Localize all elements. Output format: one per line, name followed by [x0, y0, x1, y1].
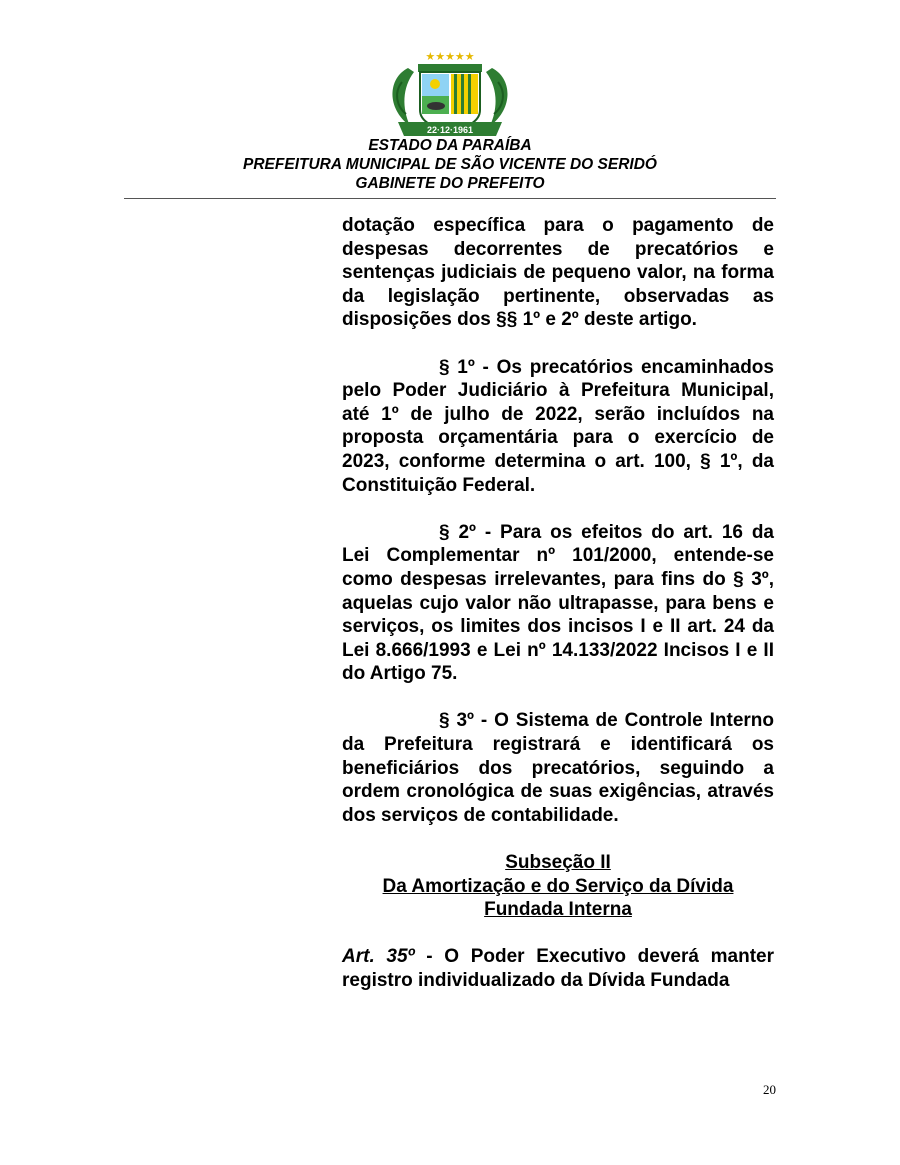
article-label: Art. 35º [342, 946, 415, 968]
municipal-coat-of-arms [380, 48, 520, 140]
coat-of-arms-graphic [380, 48, 520, 140]
svg-text:★★★★★: ★★★★★ [425, 51, 475, 63]
paragraph-section-1: § 1º - Os precatórios encaminhados pelo Poder Judiciário à Prefeitura Municipal, até 1º de julho de 2022, serão incluídos na proposta orçamentária para o exercício de 2023, conforme determina o art. 100, § 1º, da Constituição Federal. [342, 356, 774, 496]
page-number: 20 [763, 1082, 776, 1097]
paragraph-section-3: § 3º - O Sistema de Controle Interno da Prefeitura registrará e identificará os beneficiários dos precatórios, seguindo a ordem cronológica de suas exigências, através dos serviços de contabilidade. [342, 710, 774, 826]
article-35 [342, 945, 774, 992]
paragraph-continuation: dotação específica para o pagamento de despesas decorrentes de precatórios e sentenças judiciais de pequeno valor, na forma da legislação pertinente, observadas as disposições dos §§ 1º e 2º deste artigo. [342, 215, 774, 331]
header-divider [124, 198, 776, 199]
document-header [0, 136, 900, 193]
paragraph-section-2: § 2º - Para os efeitos do art. 16 da Lei Complementar nº 101/2000, entende-se como despesas irrelevantes, para fins do § 3º, aquelas cujo valor não ultrapasse, para bens e serviços, os limites dos incisos I e II art. 24 da Lei 8.666/1993 e Lei nº 14.133/2022 Incisos I e II do Artigo 75. [342, 521, 774, 685]
header-prefecture: PREFEITURA MUNICIPAL DE SÃO VICENTE DO SERIDÓ [243, 156, 657, 173]
subsection-heading [342, 851, 774, 922]
subsection-title: Subseção II [505, 852, 611, 874]
subsection-subtitle-1: Da Amortização e do Serviço da Dívida [382, 875, 734, 897]
document-body [342, 214, 774, 993]
crest-date: 22·12·1961 [426, 125, 474, 135]
subsection-subtitle-2: Fundada Interna [484, 899, 632, 921]
header-state: ESTADO DA PARAÍBA [368, 137, 532, 154]
header-office: GABINETE DO PREFEITO [355, 175, 545, 192]
article-text: - O Poder Executivo deverá manter registro individualizado da Dívida Fundada [342, 946, 774, 991]
